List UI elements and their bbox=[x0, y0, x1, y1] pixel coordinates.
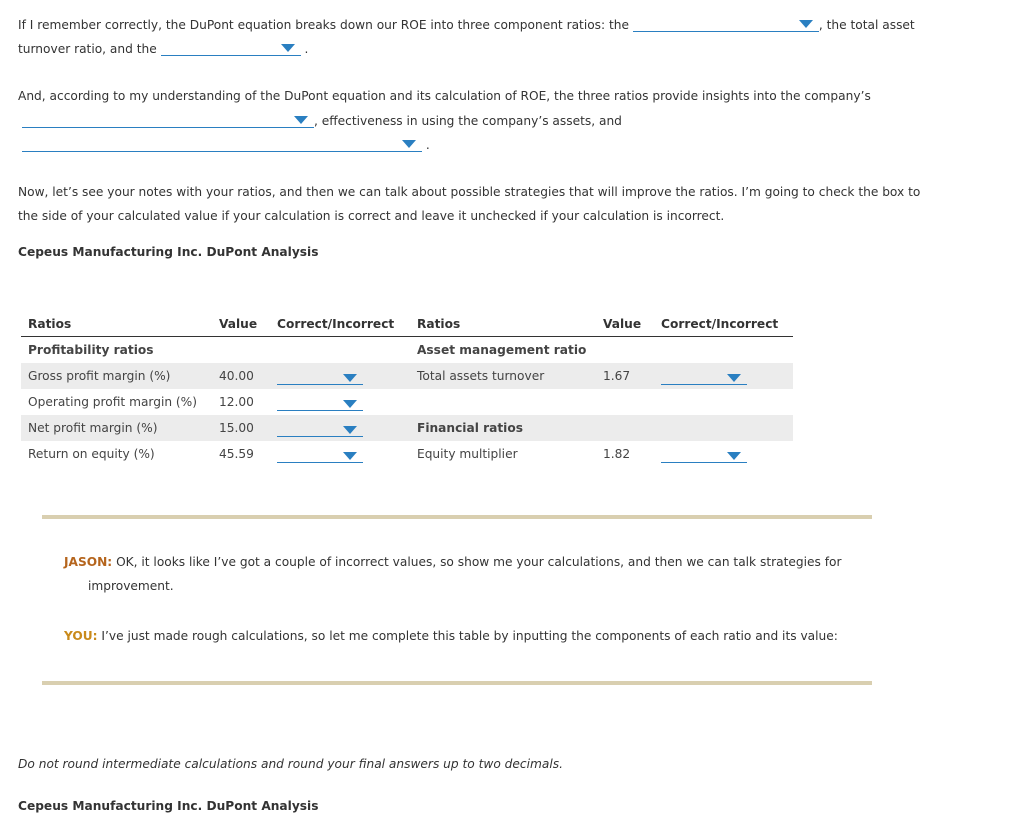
chevron-down-icon bbox=[281, 44, 295, 52]
table-row bbox=[21, 441, 793, 467]
value-cell: 1.67 bbox=[596, 363, 654, 389]
component-ratio-1-dropdown[interactable] bbox=[633, 15, 819, 32]
ratio-label: Gross profit margin (%) bbox=[21, 363, 212, 389]
value-cell bbox=[596, 389, 654, 415]
intro-text-2a: turnover ratio, and the bbox=[18, 42, 157, 56]
correct-cell bbox=[270, 363, 410, 389]
table-row bbox=[21, 415, 793, 441]
jason-line-1 bbox=[64, 553, 841, 571]
correct-cell bbox=[270, 337, 410, 364]
correct-cell bbox=[654, 415, 793, 441]
ratio-label: Net profit margin (%) bbox=[21, 415, 212, 441]
jason-speaker: JASON: bbox=[64, 555, 113, 569]
understanding-line-3 bbox=[22, 135, 430, 154]
table-title-2: Cepeus Manufacturing Inc. DuPont Analysis bbox=[18, 799, 319, 813]
dialogue-bottom-divider bbox=[42, 681, 872, 685]
understanding-text-3b: . bbox=[425, 138, 430, 152]
roe-check-dropdown[interactable] bbox=[277, 448, 363, 463]
header-value-right: Value bbox=[596, 312, 654, 337]
correct-cell bbox=[270, 441, 410, 467]
value-cell bbox=[596, 415, 654, 441]
header-ratios-right: Ratios bbox=[410, 312, 596, 337]
table-row bbox=[21, 363, 793, 389]
chevron-down-icon bbox=[294, 116, 308, 124]
chevron-down-icon bbox=[799, 20, 813, 28]
chevron-down-icon bbox=[343, 452, 357, 460]
you-line bbox=[64, 627, 838, 645]
operating-margin-check-dropdown[interactable] bbox=[277, 396, 363, 411]
section-label: Financial ratios bbox=[410, 415, 596, 441]
correct-cell bbox=[270, 415, 410, 441]
understanding-text-2b: , effectiveness in using the company’s assets, and bbox=[314, 114, 622, 128]
chevron-down-icon bbox=[343, 426, 357, 434]
value-cell: 40.00 bbox=[212, 363, 270, 389]
you-speaker: YOU: bbox=[64, 629, 98, 643]
header-value-left: Value bbox=[212, 312, 270, 337]
chevron-down-icon bbox=[343, 374, 357, 382]
header-ratios-left: Ratios bbox=[21, 312, 212, 337]
chevron-down-icon bbox=[727, 374, 741, 382]
section-label: Profitability ratios bbox=[28, 343, 154, 357]
insight-3-dropdown[interactable] bbox=[22, 135, 422, 152]
correct-cell bbox=[654, 441, 793, 467]
dupont-table bbox=[21, 312, 793, 467]
ratio-label bbox=[410, 389, 596, 415]
header-correct-right: Correct/Incorrect bbox=[654, 312, 793, 337]
value-cell bbox=[596, 337, 654, 364]
ratio-label: Operating profit margin (%) bbox=[28, 395, 198, 409]
asset-turnover-check-dropdown[interactable] bbox=[661, 370, 747, 385]
insight-1-dropdown[interactable] bbox=[22, 111, 314, 128]
component-ratio-3-dropdown[interactable] bbox=[161, 39, 301, 56]
section-label: Asset management ratio bbox=[417, 343, 587, 357]
correct-cell bbox=[654, 337, 793, 364]
gross-margin-check-dropdown[interactable] bbox=[277, 370, 363, 385]
value-cell: 45.59 bbox=[219, 447, 254, 461]
correct-cell bbox=[270, 389, 410, 415]
rounding-instruction: Do not round intermediate calculations and round your final answers up to two decimals. bbox=[18, 757, 563, 771]
value-cell: 12.00 bbox=[219, 395, 254, 409]
table-title: Cepeus Manufacturing Inc. DuPont Analysis bbox=[18, 245, 319, 259]
intro-text-1b: , the total asset bbox=[818, 18, 915, 32]
dialogue-top-divider bbox=[42, 515, 872, 519]
value-cell bbox=[212, 337, 270, 364]
header-correct-left: Correct/Incorrect bbox=[270, 312, 410, 337]
jason-line-2: improvement. bbox=[88, 579, 174, 593]
chevron-down-icon bbox=[402, 140, 416, 148]
ratio-label: Total assets turnover bbox=[410, 363, 596, 389]
chevron-down-icon bbox=[343, 400, 357, 408]
understanding-line-1: And, according to my understanding of the DuPont equation and its calculation of ROE, the three ratios provide insights into the company’s bbox=[18, 89, 871, 103]
ratio-label: Return on equity (%) bbox=[28, 447, 155, 461]
value-cell: 15.00 bbox=[212, 415, 270, 441]
jason-text-1: OK, it looks like I’ve got a couple of incorrect values, so show me your calculations, and then we can talk strategies for bbox=[116, 555, 842, 569]
intro-line-1 bbox=[18, 15, 915, 34]
table-row bbox=[21, 389, 793, 415]
intro-line-2 bbox=[18, 39, 308, 58]
value-cell: 1.82 bbox=[603, 447, 631, 461]
ratio-label: Equity multiplier bbox=[417, 447, 518, 461]
intro-text-1a: If I remember correctly, the DuPont equation breaks down our ROE into three component ratios: the bbox=[18, 18, 630, 32]
chevron-down-icon bbox=[727, 452, 741, 460]
you-text: I’ve just made rough calculations, so let me complete this table by inputting the components of each ratio and its value: bbox=[101, 629, 838, 643]
correct-cell bbox=[654, 389, 793, 415]
correct-cell bbox=[654, 363, 793, 389]
net-margin-check-dropdown[interactable] bbox=[277, 422, 363, 437]
equity-multiplier-check-dropdown[interactable] bbox=[661, 448, 747, 463]
notes-line-1: Now, let’s see your notes with your ratios, and then we can talk about possible strategies that will improve the ratios. I’m going to check the box to bbox=[18, 185, 921, 199]
notes-line-2: the side of your calculated value if your calculation is correct and leave it unchecked if your calculation is incorrect. bbox=[18, 209, 725, 223]
intro-text-2b: . bbox=[304, 42, 309, 56]
understanding-line-2 bbox=[22, 111, 622, 130]
table-row bbox=[21, 337, 793, 364]
table-header-row bbox=[21, 312, 793, 337]
